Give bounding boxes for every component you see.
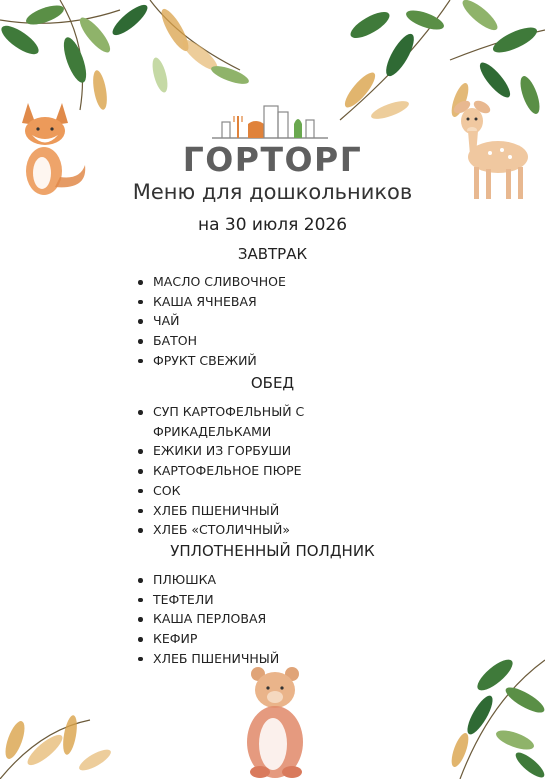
section-title-lunch: ОБЕД (250, 374, 295, 392)
brand-name: ГОРТОРГ (182, 140, 363, 179)
leaves-decoration-bottom-left (0, 660, 120, 779)
breakfast-list (136, 272, 286, 371)
list-item: КЕФИР (136, 629, 279, 649)
list-item: ЧАЙ (136, 311, 286, 331)
list-item: ЕЖИКИ ИЗ ГОРБУШИ (136, 441, 336, 461)
list-item: ПЛЮШКА (136, 570, 279, 590)
list-item: ФРУКТ СВЕЖИЙ (136, 351, 286, 371)
list-item: ХЛЕБ «СТОЛИЧНЫЙ» (136, 520, 336, 540)
menu-title: Меню для дошкольников (132, 180, 413, 204)
list-item: СОК (136, 481, 336, 501)
bear-illustration (240, 662, 320, 779)
list-item: СУП КАРТОФЕЛЬНЫЙ С ФРИКАДЕЛЬКАМИ (136, 402, 336, 441)
menu-date: на 30 июля 2026 (197, 215, 348, 235)
list-item: БАТОН (136, 331, 286, 351)
list-item: ХЛЕБ ПШЕНИЧНЫЙ (136, 649, 279, 669)
list-item: КАРТОФЕЛЬНОЕ ПЮРЕ (136, 461, 336, 481)
afternoon-snack-list (136, 570, 279, 669)
leaves-decoration-bottom-right (400, 640, 545, 779)
list-item: ХЛЕБ ПШЕНИЧНЫЙ (136, 501, 336, 521)
list-item: КАША ЯЧНЕВАЯ (136, 292, 286, 312)
section-title-afternoon-snack: УПЛОТНЕННЫЙ ПОЛДНИК (170, 542, 375, 560)
list-item: ТЕФТЕЛИ (136, 590, 279, 610)
city-logo-icon (212, 100, 328, 142)
lunch-list (136, 402, 336, 540)
list-item: КАША ПЕРЛОВАЯ (136, 609, 279, 629)
list-item: МАСЛО СЛИВОЧНОЕ (136, 272, 286, 292)
section-title-breakfast: ЗАВТРАК (237, 245, 308, 263)
